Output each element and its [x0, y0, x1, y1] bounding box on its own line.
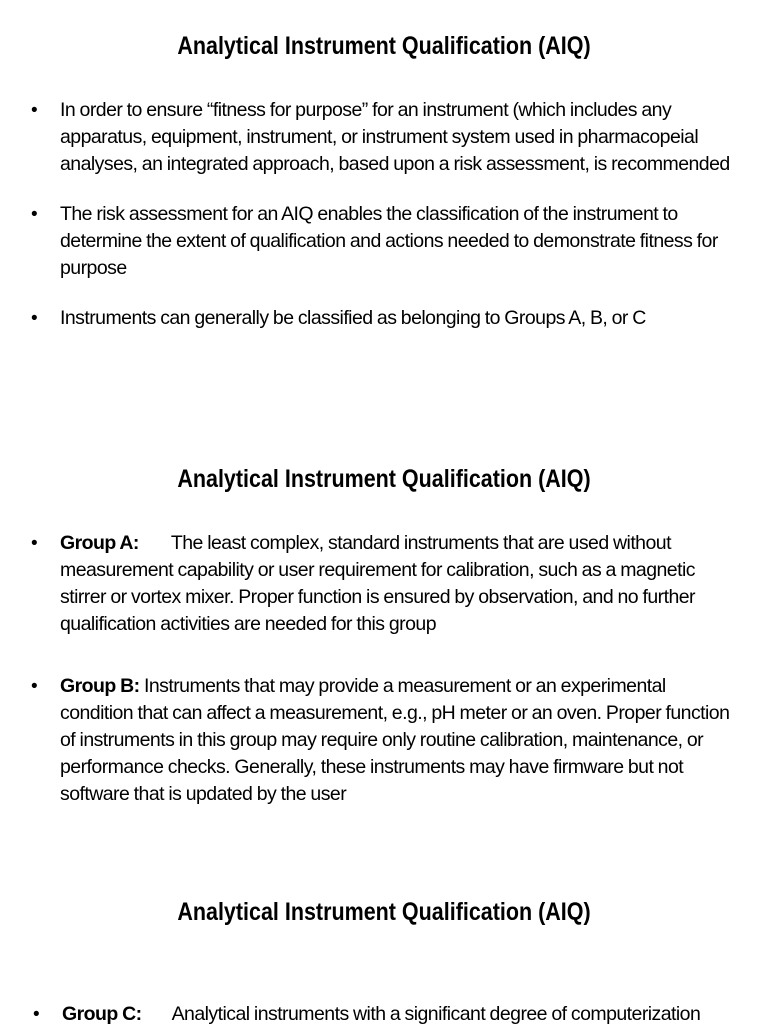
group-label: Group A:: [60, 532, 139, 554]
group-label: Group B:: [60, 675, 140, 697]
bullet-icon: •: [31, 100, 38, 121]
bullet-text: Instruments can generally be classified as belonging to Groups A, B, or C: [60, 307, 646, 329]
list-item: [31, 673, 740, 808]
group-label: Group C:: [62, 1003, 142, 1025]
bullet-text: The least complex, standard instruments that are used without measurement capability or user requirement for calibration, such as a magnetic stirrer or vortex mixer. Proper function is ensured by observation, and no further qualification activities are needed for this group: [60, 532, 695, 635]
slide-title: Analytical Instrument Qualification (AIQ): [177, 32, 591, 60]
bullet-text: Instruments that may provide a measurement or an experimental condition that can affect a measurement, e.g., pH meter or an oven. Proper function of instruments in this group may require only routine calibration, maintenance, or performance checks. Generally, these instruments may have firmware but not software that is updated by the user: [60, 675, 730, 805]
slide-title: Analytical Instrument Qualification (AIQ): [177, 898, 591, 926]
slide-title: Analytical Instrument Qualification (AIQ): [177, 465, 591, 493]
bullet-list: [31, 97, 750, 332]
bullet-icon: •: [31, 533, 38, 554]
bullet-text: The risk assessment for an AIQ enables the classification of the instrument to determine the extent of qualification and actions needed to demonstrate fitness for purpose: [60, 203, 718, 279]
bullet-icon: •: [33, 1004, 40, 1025]
list-item: [31, 305, 750, 332]
bullet-text: In order to ensure “fitness for purpose” for an instrument (which includes any apparatus, equipment, instrument, or instrument system used in pharmacopeial analyses, an integrated approach, based upon a risk assessment, is recommended: [60, 99, 730, 175]
bullet-icon: •: [31, 204, 38, 225]
bullet-text: Analytical instruments with a significant degree of computerization: [171, 1003, 701, 1025]
list-item: [31, 97, 750, 178]
bullet-icon: •: [31, 308, 38, 329]
bullet-list: [31, 530, 740, 808]
bullet-icon: •: [31, 676, 38, 697]
list-item: [31, 530, 740, 638]
list-item: [31, 201, 750, 282]
